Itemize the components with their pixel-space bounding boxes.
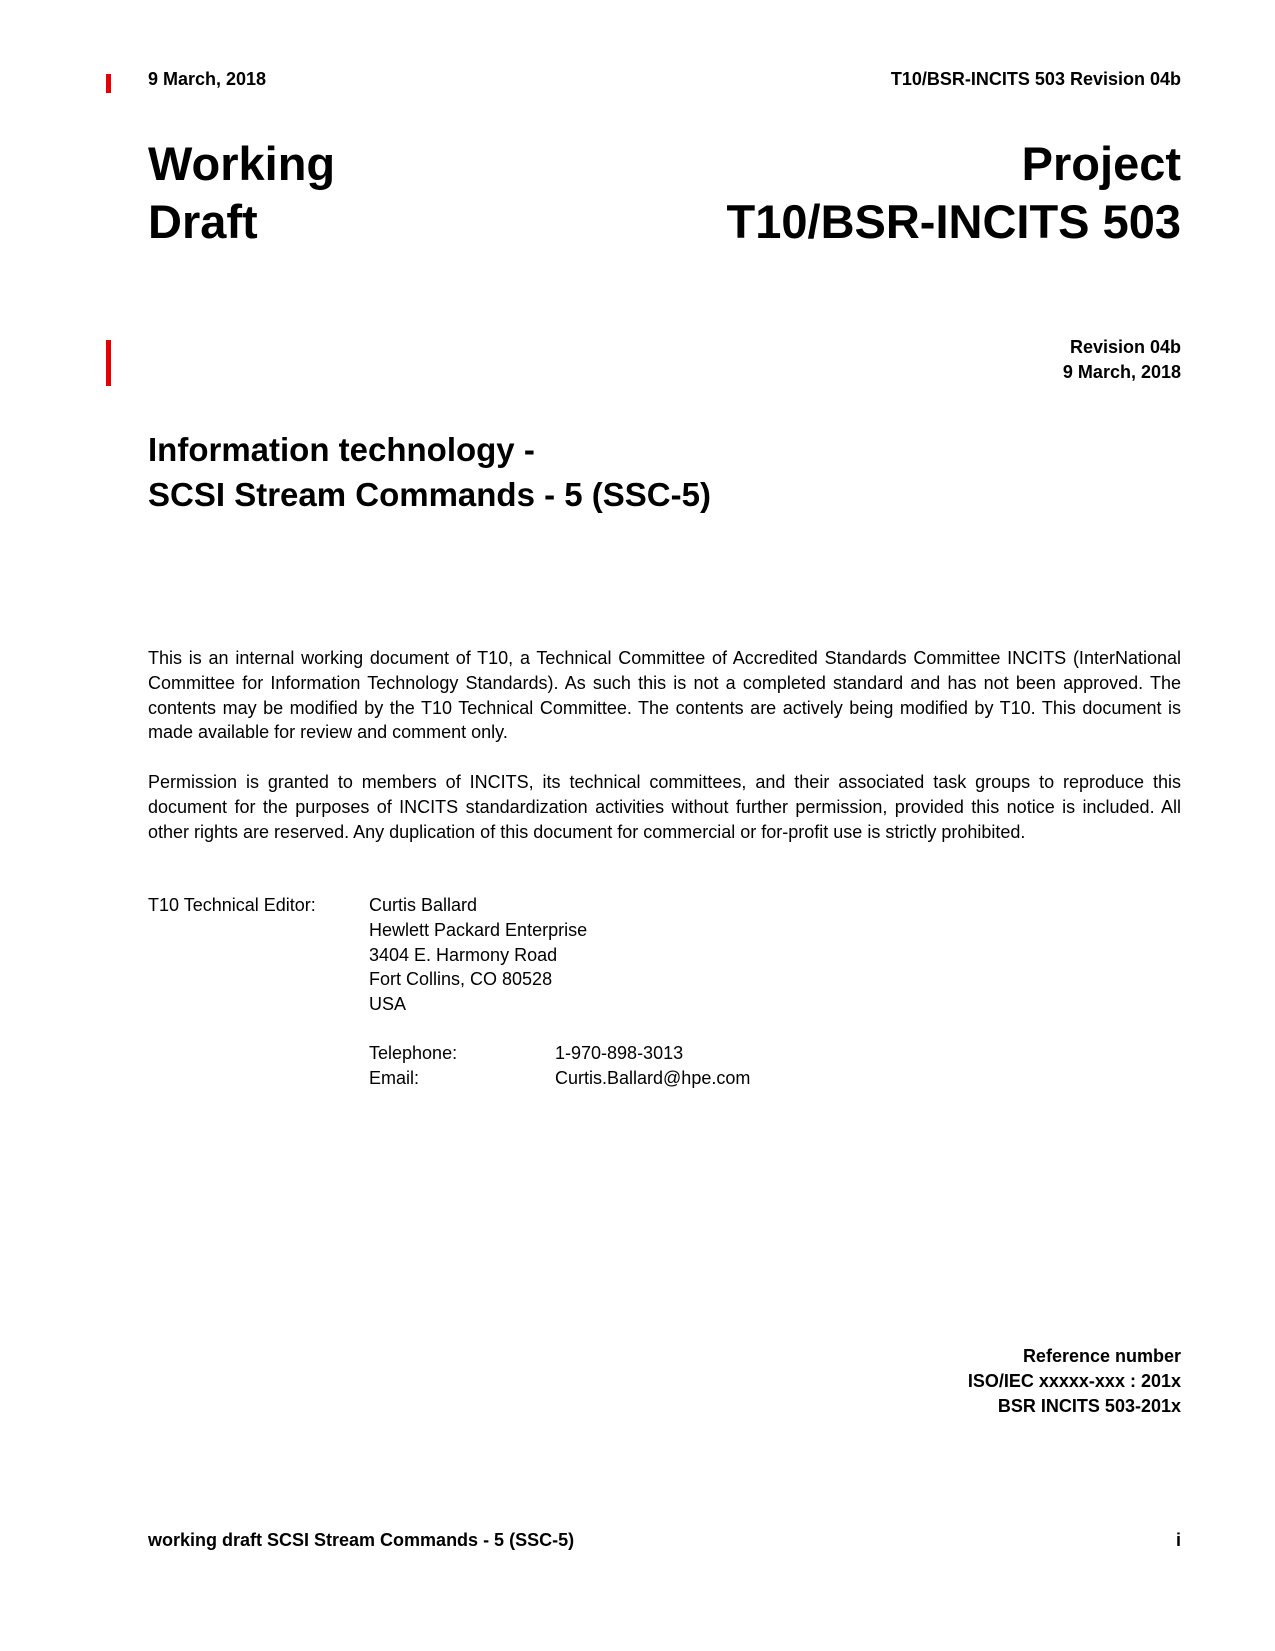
- title-right-line1: Project: [1021, 137, 1181, 190]
- title-working-draft: [148, 135, 335, 251]
- revision-date: 9 March, 2018: [1062, 362, 1181, 382]
- editor-contact: [369, 1041, 750, 1091]
- reference-bsr: BSR INCITS 503-201x: [997, 1396, 1181, 1416]
- editor-city: Fort Collins, CO 80528: [369, 969, 553, 990]
- editor-company: Hewlett Packard Enterprise: [369, 919, 588, 940]
- title-project: [727, 135, 1181, 251]
- editor-street: 3404 E. Harmony Road: [369, 944, 558, 965]
- notice-paragraph: This is an internal working document of T10, a Technical Committee of Accredited Standards Committee INCITS (InterNational Committee for Information Technology Standards). As such this is not a completed standard and has not been approved. The contents may be modified by the T10 Technical Committee. The contents are actively being modified by T10. This document is made available for review and comment only.: [148, 648, 1181, 743]
- revision-block: [1063, 335, 1181, 385]
- telephone-value: 1-970-898-3013: [555, 1043, 684, 1063]
- title-left-line2: Draft: [148, 195, 258, 248]
- editor-address: [369, 893, 587, 1017]
- editor-country: USA: [369, 994, 407, 1015]
- email-value[interactable]: Curtis.Ballard@hpe.com: [555, 1067, 751, 1088]
- revision-label: Revision 04b: [1069, 337, 1181, 357]
- subject-line1: Information technology -: [148, 431, 535, 468]
- change-bar: [106, 340, 111, 386]
- title-right-line2: T10/BSR-INCITS 503: [726, 195, 1181, 248]
- permission-paragraph: Permission is granted to members of INCITS, its technical committees, and their associated task groups to reproduce this document for the purposes of INCITS standardization activities without further permission, provided this notice is included. All other rights are reserved. Any duplication of this document for commercial or for-profit use is strictly prohibited.: [148, 772, 1181, 842]
- page-number: i: [1175, 1530, 1181, 1550]
- email-label: Email:: [369, 1067, 420, 1088]
- email-row: [369, 1066, 750, 1091]
- header-date: 9 March, 2018: [148, 69, 267, 89]
- header-doc-id: T10/BSR-INCITS 503 Revision 04b: [890, 69, 1181, 89]
- subject-line2: SCSI Stream Commands - 5 (SSC-5): [148, 476, 711, 513]
- telephone-label: Telephone:: [369, 1043, 458, 1063]
- document-subject: [148, 427, 711, 517]
- change-bar: [106, 74, 111, 93]
- reference-iso: ISO/IEC xxxxx-xxx : 201x: [967, 1371, 1181, 1391]
- editor-label: T10 Technical Editor:: [148, 895, 316, 915]
- editor-name: Curtis Ballard: [369, 895, 478, 915]
- reference-label: Reference number: [1022, 1346, 1181, 1366]
- footer-title: working draft SCSI Stream Commands - 5 (SSC-5): [148, 1530, 575, 1550]
- reference-number-block: [968, 1344, 1181, 1419]
- telephone-row: [369, 1041, 750, 1066]
- title-left-line1: Working: [148, 137, 336, 190]
